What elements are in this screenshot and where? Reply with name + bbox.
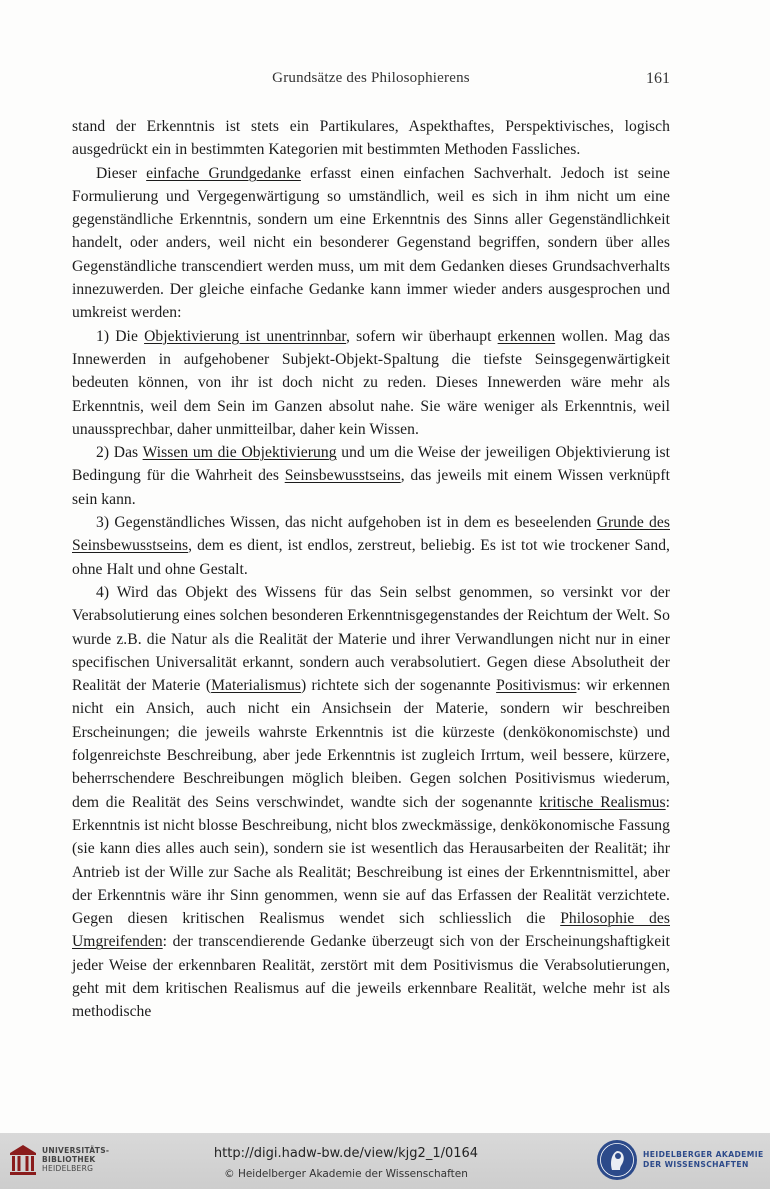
- underlined-term: Objektivierung ist unentrinnbar: [144, 327, 347, 345]
- academy-name: HEIDELBERGER AKADEMIE DER WISSENSCHAFTEN: [643, 1150, 764, 1169]
- running-head: [72, 70, 670, 92]
- underlined-term: einfache Grundgedanke: [146, 164, 301, 182]
- underlined-term: Grunde des Seinsbewusstseins: [72, 514, 670, 555]
- underlined-term: erkennen: [497, 327, 556, 345]
- page-number: 161: [646, 70, 670, 87]
- copyright-notice: © Heidelberger Akademie der Wissenschaften: [224, 1168, 468, 1180]
- underlined-term: kritische Realismus: [539, 793, 666, 811]
- viewer-footer: [0, 1133, 770, 1189]
- paragraph-item-4: 4) Wird das Objekt des Wissens für das Sein selbst genommen, so versinkt vor der Verabsolutierung eines solchen besonderen Erkenntnisgegenstandes der Reichtum der Welt. So wurde z.B. die Natur als die Realität der Materie und ihrer Verwandlungen nicht nur in einer specifischen Universalität erkannt, sondern auch verabsolutiert. Gegen diese Absolutheit der Realität der Materie (Materialismus) richtete sich der sogenannte Positivismus: wir erkennen nicht ein Ansich, auch nicht ein Ansichsein der Materie, sondern wir beschreiben Erscheinungen; die jeweils wahrste Erkenntnis ist die kürzeste (denkökonomischste) und folgenreichste Beschreibung, aber jede Erkenntnis ist zugleich Irrtum, weil bessere, kürzere, beherrschendere Beschreibungen möglich bleiben. Gegen solchen Positivismus wiederum, dem die Realität des Seins verschwindet, wandte sich der sogenannte kritische Realismus: Erkenntnis ist nicht blosse Beschreibung, nicht blos zweckmässige, denkökonomische Fassung (sie kann dies alles auch sein), sondern sie ist wesentlich das Herausarbeiten der Realität; ihr Antrieb ist der Wille zur Sache als Realität; Beschreibung ist eines der Erkenntnismittel, aber der Erkenntnis wäre ihr Sinn genommen, wenn sie auf das Erfassen der Realität verzichtete. Gegen diesen kritischen Realismus wendet sich schliesslich die Philosophie des Umgreifenden: der transcendierende Gedanke überzeugt sich von der Erscheinungshaftigkeit jeder Weise der erkennbaren Realität, zerstört mit dem Positivismus die Verabsolutierungen, geht mit dem kritischen Realismus auf die jeweils erkennbare Realität, welche mehr ist als methodische: [72, 583, 671, 1021]
- body-text: [72, 115, 670, 1024]
- paragraph-item-2: 2) Das Wissen um die Objektivierung und um die Weise der jeweiligen Objektivierung ist Bedingung für die Wahrheit des Seinsbewusstseins, das jeweils mit einem Wissen verknüpft sein kann.: [72, 444, 671, 508]
- underlined-term: Wissen um die Objektivierung: [142, 444, 337, 462]
- underlined-term: Philosophie des Umgreifenden: [72, 910, 670, 951]
- paragraph-item-3: 3) Gegenständliches Wissen, das nicht aufgehoben ist in dem es beseelenden Grunde des Seinsbewusstseins, dem es dient, ist endlos, zerstreut, beliebig. Es ist tot wie trockener Sand, ohne Halt und ohne Gestalt.: [72, 514, 670, 578]
- underlined-term: Seinsbewusstseins: [284, 467, 401, 485]
- paragraph: Dieser einfache Grundgedanke erfasst einen einfachen Sachverhalt. Jedoch ist seine Formulierung und Vergegenwärtigung so umständlich, weil es sich in ihm nicht um eine gegenständliche Erkenntnis, sondern um eine Erkenntnis des Sinns aller Gegenständlichkeit handelt, oder anders, weil nicht ein besonderer Gegenstand begriffen, sondern über alles Gegenständliche transcendiert werden muss, um mit dem Gedanken dieses Grundsachverhalts innezuwerden. Der gleiche einfache Gedanke kann immer wieder anders ausgesprochen und umkreist werden:: [72, 164, 670, 322]
- running-title: Grundsätze des Philosophierens: [272, 70, 470, 86]
- underlined-term: Positivismus: [496, 677, 577, 695]
- page-url-link[interactable]: http://digi.hadw-bw.de/view/kjg2_1/0164: [213, 1146, 479, 1161]
- underlined-term: Materialismus: [211, 677, 301, 695]
- academy-seal-icon: [596, 1139, 638, 1181]
- university-library-name: UNIVERSITÄTS- BIBLIOTHEK HEIDELBERG: [42, 1146, 110, 1173]
- paragraph-item-1: 1) Die Objektivierung ist unentrinnbar, sofern wir überhaupt erkennen wollen. Mag das Innewerden in aufgehobener Subjekt-Objekt-Spaltung die tiefste Seinsgegenwärtigkeit bedeuten können, von ihr ist doch nicht zu reden. Dieses Innewerden wäre mehr als Erkenntnis, weil dem Sein im Ganzen absolut nahe. Sie wäre weniger als Erkenntnis, weil unaussprechbar, daher unmitteilbar, daher kein Wissen.: [72, 327, 670, 438]
- paragraph: stand der Erkenntnis ist stets ein Partikulares, Aspekthaftes, Perspektivisches, logisch ausgedrückt ein in bestimmten Kategorien mit bestimmten Methoden Fassliches.: [72, 118, 670, 159]
